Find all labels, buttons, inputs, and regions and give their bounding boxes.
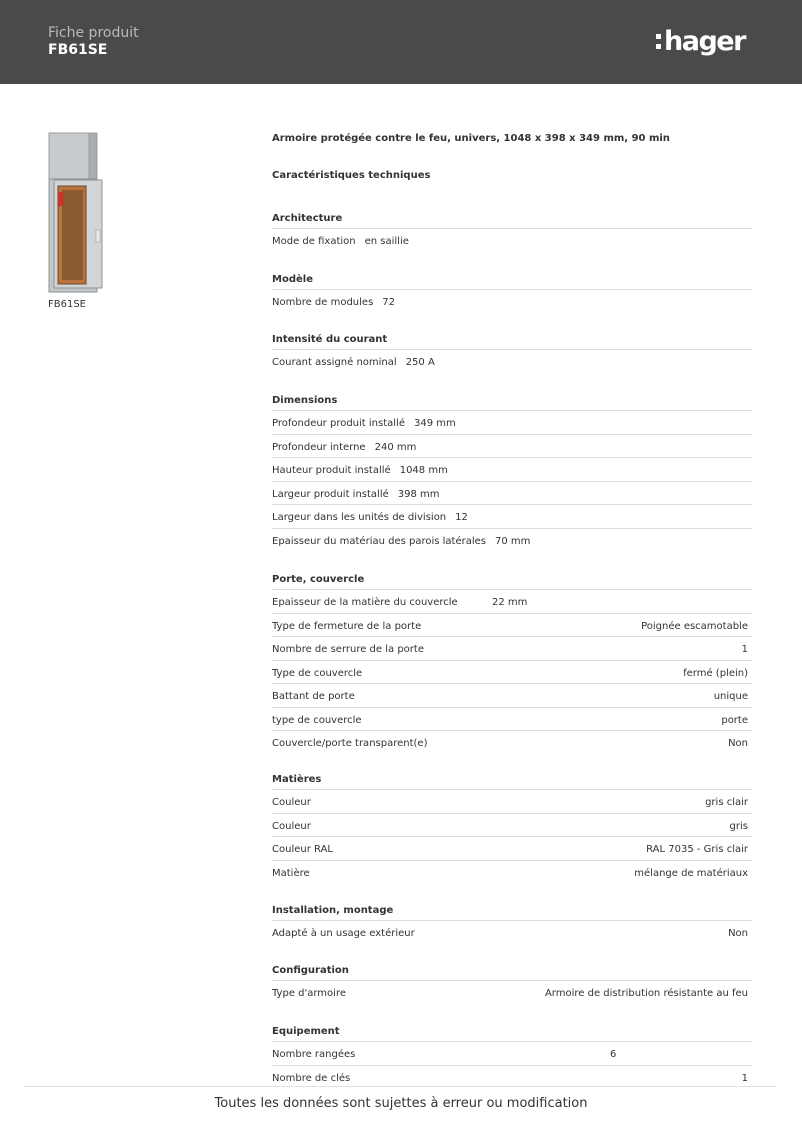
logo-wordmark: hager — [664, 25, 745, 57]
spec-row — [272, 290, 752, 314]
product-title: Armoire protégée contre le feu, univers, 1048 x 398 x 349 mm, 90 min — [272, 133, 670, 144]
spec-value: en saillie — [364, 236, 409, 247]
spec-row — [272, 708, 752, 732]
hager-logo — [656, 24, 745, 58]
product-code: FB61SE — [48, 42, 108, 58]
spec-row — [272, 814, 752, 838]
section-title: Porte, couvercle — [272, 572, 752, 590]
spec-value: gris — [729, 820, 748, 832]
spec-label: Largeur dans les unités de division — [272, 512, 447, 523]
spec-value: 72 — [382, 297, 396, 308]
spec-label: Profondeur produit installé — [272, 418, 405, 429]
spec-label: Matière — [272, 867, 310, 879]
spec-value: Non — [728, 928, 748, 939]
section-installation — [272, 903, 752, 945]
spec-value: fermé (plein) — [683, 667, 748, 679]
section-configuration — [272, 963, 752, 1005]
tech-specs-heading: Caractéristiques techniques — [272, 170, 431, 181]
spec-value: 1048 mm — [399, 465, 448, 476]
spec-value: Armoire de distribution résistante au feu — [544, 988, 748, 999]
logo-dots-icon — [656, 34, 661, 49]
spec-label: Nombre de serrure de la porte — [272, 644, 424, 655]
product-image — [46, 130, 106, 294]
spec-value: unique — [713, 691, 748, 702]
spec-row — [272, 529, 752, 553]
spec-value: 349 mm — [413, 418, 456, 429]
spec-label: Couleur — [272, 820, 311, 832]
spec-label: Couleur RAL — [272, 844, 333, 855]
spec-label: Courant assigné nominal — [272, 357, 397, 368]
section-title: Installation, montage — [272, 903, 752, 921]
spec-label: Adapté à un usage extérieur — [272, 928, 415, 939]
spec-label: Couleur — [272, 797, 311, 808]
spec-row — [272, 1042, 752, 1066]
section-title: Architecture — [272, 211, 752, 229]
footer-divider — [24, 1086, 776, 1087]
spec-label: Type de couvercle — [272, 667, 363, 679]
section-matieres — [272, 772, 752, 884]
spec-value: 1 — [741, 1072, 748, 1084]
spec-row — [272, 411, 752, 435]
page-header — [0, 0, 802, 84]
section-equipement — [272, 1024, 752, 1089]
section-title: Modèle — [272, 272, 752, 290]
spec-label: Largeur produit installé — [272, 488, 389, 500]
spec-value: Poignée escamotable — [641, 620, 748, 632]
spec-value: gris clair — [705, 797, 748, 808]
product-image-caption: FB61SE — [48, 299, 87, 310]
footer-disclaimer: Toutes les données sont sujettes à erreur ou modification — [214, 1096, 588, 1111]
spec-label: Epaisseur de la matière du couvercle — [272, 597, 458, 608]
spec-row — [272, 921, 752, 945]
spec-value: 70 mm — [495, 535, 531, 547]
spec-label: Hauteur produit installé — [272, 465, 391, 476]
spec-row — [272, 861, 752, 885]
spec-label: Epaisseur du matériau des parois latérales — [272, 535, 487, 547]
spec-row — [272, 731, 752, 755]
spec-row — [272, 790, 752, 814]
spec-value: 1 — [741, 644, 748, 655]
spec-row — [272, 482, 752, 506]
spec-label: type de couvercle — [272, 714, 362, 726]
spec-value: 12 — [455, 512, 468, 523]
spec-row — [272, 637, 752, 661]
section-intensite — [272, 332, 752, 374]
spec-row — [272, 684, 752, 708]
section-architecture — [272, 211, 752, 253]
section-modele — [272, 272, 752, 314]
section-title: Configuration — [272, 963, 752, 981]
spec-row — [272, 229, 752, 253]
spec-label: Nombre de modules — [272, 297, 374, 308]
section-title: Equipement — [272, 1024, 752, 1042]
spec-label: Nombre rangées — [272, 1049, 356, 1060]
spec-row — [272, 614, 752, 638]
spec-row — [272, 981, 752, 1005]
spec-value: mélange de matériaux — [634, 867, 748, 879]
spec-value: 398 mm — [397, 488, 440, 500]
spec-value: 240 mm — [374, 441, 417, 453]
doc-type-label: Fiche produit — [48, 25, 139, 41]
spec-label: Type de fermeture de la porte — [272, 620, 422, 632]
spec-value: Non — [728, 738, 748, 749]
section-title: Matières — [272, 772, 752, 790]
section-porte-couvercle — [272, 572, 752, 755]
spec-row — [272, 350, 752, 374]
spec-label: Battant de porte — [272, 691, 355, 702]
spec-label: Profondeur interne — [272, 441, 366, 453]
spec-value: 22 mm — [492, 597, 528, 608]
spec-label: Couvercle/porte transparent(e) — [272, 738, 428, 749]
spec-value: 6 — [610, 1049, 617, 1060]
spec-row — [272, 435, 752, 459]
spec-row — [272, 837, 752, 861]
spec-label: Type d'armoire — [272, 988, 346, 999]
spec-value: porte — [721, 714, 748, 726]
spec-value: 250 A — [405, 357, 435, 368]
spec-label: Nombre de clés — [272, 1072, 351, 1084]
spec-row — [272, 458, 752, 482]
section-dimensions — [272, 393, 752, 552]
spec-row — [272, 505, 752, 529]
spec-label: Mode de fixation — [272, 236, 356, 247]
spec-row — [272, 590, 752, 614]
section-title: Dimensions — [272, 393, 752, 411]
spec-row — [272, 661, 752, 685]
spec-value: RAL 7035 - Gris clair — [646, 844, 748, 855]
section-title: Intensité du courant — [272, 332, 752, 350]
